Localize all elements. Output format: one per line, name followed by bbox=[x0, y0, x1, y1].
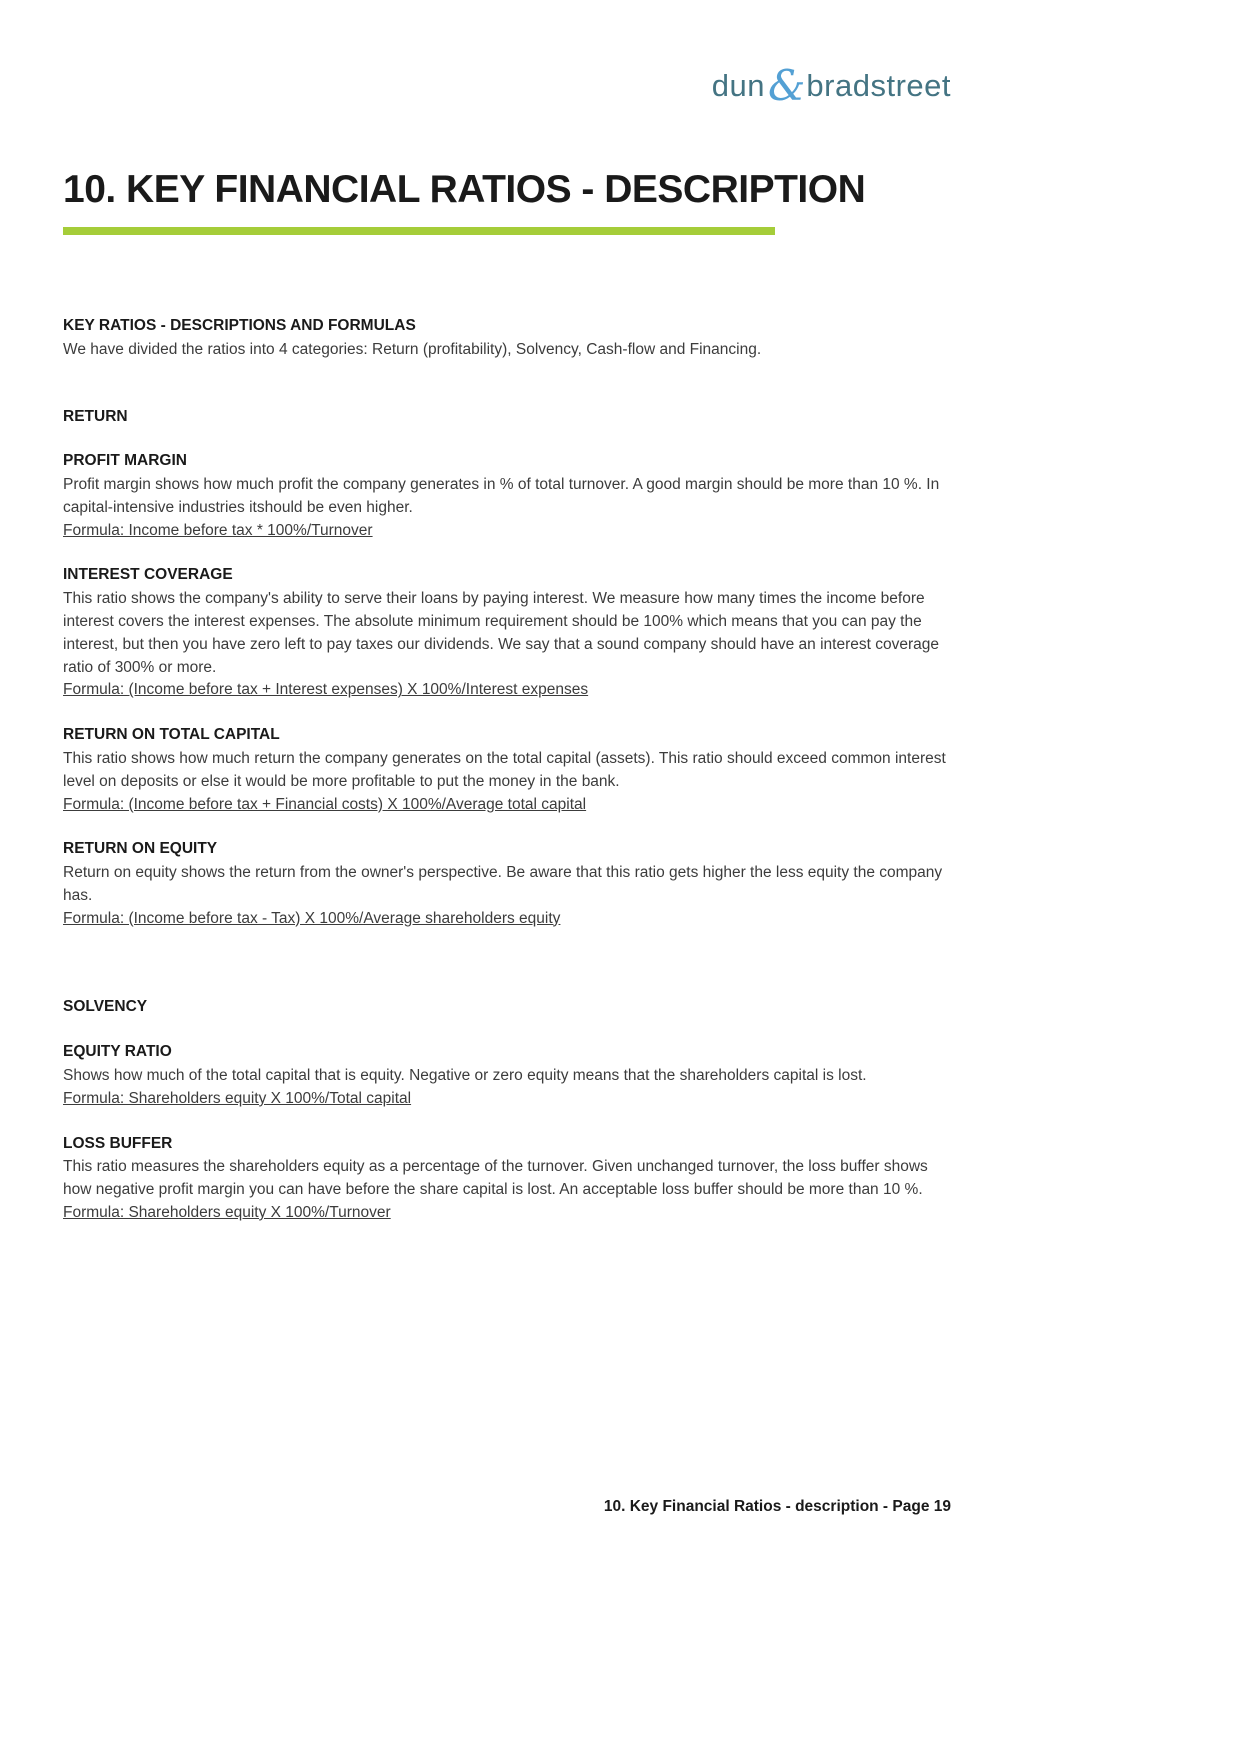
ratio-formula: Formula: (Income before tax + Interest expenses) X 100%/Interest expenses bbox=[63, 681, 589, 699]
ratio-description: This ratio shows how much return the company generates on the total capital (assets). This ratio should exceed common interest level on deposits or else it would be more profitable to put the money in the bank. bbox=[63, 749, 946, 790]
page-title: 10. KEY FINANCIAL RATIOS - DESCRIPTION bbox=[63, 168, 866, 211]
ratio-description: Shows how much of the total capital that is equity. Negative or zero equity means that the shareholders capital is lost. bbox=[63, 1066, 867, 1084]
ratio-formula: Formula: (Income before tax - Tax) X 100%/Average shareholders equity bbox=[63, 909, 561, 927]
category-heading-return: RETURN bbox=[63, 407, 128, 425]
ratio-heading: LOSS BUFFER bbox=[63, 1134, 173, 1152]
ratio-description: Profit margin shows how much profit the company generates in % of total turnover. A good margin should be more than 10 %. In capital-intensive industries itshould be even higher. bbox=[63, 476, 940, 516]
intro-body: We have divided the ratios into 4 categories: Return (profitability), Solvency, Cash-flow and Financing. bbox=[63, 340, 762, 358]
intro-heading: KEY RATIOS - DESCRIPTIONS AND FORMULAS bbox=[63, 317, 416, 334]
ratio-block-equity-ratio bbox=[63, 1041, 951, 1110]
ratio-description: This ratio shows the company's ability to serve their loans by paying interest. We measure how many times the income before interest covers the interest expenses. The absolute minimum requirement should be 100% which means that you can pay the interest, but then you have zero left to pay taxes our dividends. We say that a sound company should have an interest coverage ratio of 300% or more. bbox=[63, 590, 939, 676]
ratio-heading: PROFIT MARGIN bbox=[63, 452, 187, 470]
page-footer: 10. Key Financial Ratios - description - Page 19 bbox=[603, 1498, 951, 1515]
logo-ampersand-icon: & bbox=[768, 61, 806, 110]
intro-section bbox=[63, 315, 951, 362]
ratio-formula: Formula: Shareholders equity X 100%/Turnover bbox=[63, 1203, 391, 1221]
ratio-description: Return on equity shows the return from the owner's perspective. Be aware that this ratio gets higher the less equity the company has. bbox=[63, 864, 943, 904]
ratio-formula: Formula: Shareholders equity X 100%/Total capital bbox=[63, 1089, 412, 1107]
ratio-formula: Formula: Income before tax * 100%/Turnover bbox=[63, 521, 373, 539]
ratio-heading: RETURN ON EQUITY bbox=[63, 840, 218, 858]
ratio-heading: INTEREST COVERAGE bbox=[63, 566, 233, 584]
dnb-logo bbox=[63, 61, 951, 110]
ratio-heading: RETURN ON TOTAL CAPITAL bbox=[63, 726, 280, 744]
ratio-description: This ratio measures the shareholders equity as a percentage of the turnover. Given unchanged turnover, the loss buffer shows how negative profit margin you can have before the share capital is lost. An acceptable loss buffer should be more than 10 %. bbox=[63, 1158, 928, 1199]
logo-text-dun: dun bbox=[711, 68, 766, 103]
ratio-heading: EQUITY RATIO bbox=[63, 1043, 172, 1061]
ratio-block-profit-margin bbox=[63, 450, 951, 542]
title-underline-rule bbox=[63, 227, 775, 235]
ratio-block-return-on-equity bbox=[63, 838, 951, 930]
ratio-block-loss-buffer bbox=[63, 1133, 951, 1225]
ratio-block-interest-coverage bbox=[63, 564, 951, 702]
ratio-block-return-on-total-capital bbox=[63, 724, 951, 816]
ratio-formula: Formula: (Income before tax + Financial costs) X 100%/Average total capital bbox=[63, 795, 587, 813]
logo-text-bradstreet: bradstreet bbox=[806, 68, 951, 103]
category-heading-solvency: SOLVENCY bbox=[63, 998, 148, 1016]
